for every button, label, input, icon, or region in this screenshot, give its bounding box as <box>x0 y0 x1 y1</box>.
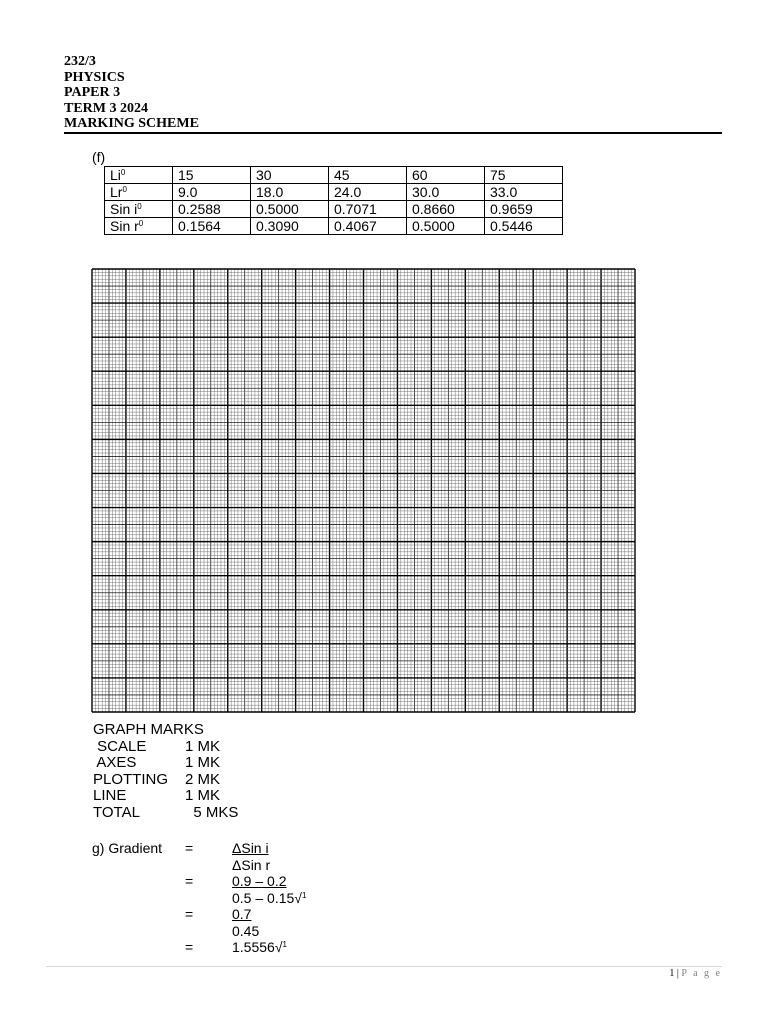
table-cell: 45 <box>329 167 407 184</box>
gradient-numerator: 0.9 – 0.2 <box>232 873 287 889</box>
marks-row <box>93 772 238 789</box>
document-header <box>64 54 199 132</box>
table-row <box>105 201 563 218</box>
gradient-calculation <box>92 840 306 956</box>
marks-row <box>93 805 238 822</box>
term-year: TERM 3 2024 <box>64 100 148 116</box>
paper-number: PAPER 3 <box>64 85 121 100</box>
marks-row <box>93 739 238 756</box>
table-cell: 0.5000 <box>407 218 485 235</box>
marks-row <box>93 788 238 805</box>
table-cell: 75 <box>485 167 563 184</box>
row-header: Sin $i^0$ <box>105 201 173 218</box>
equals-sign: = <box>185 840 194 856</box>
footer-divider <box>46 966 722 967</box>
marks-value: 2 MK <box>185 770 221 788</box>
gradient-denominator: 0.45 <box>232 922 260 939</box>
marks-criterion: SCALE <box>93 737 147 755</box>
table-cell: 0.4067 <box>329 218 407 235</box>
table-cell: 0.5000 <box>251 201 329 218</box>
gradient-numerator: 0.7 <box>232 906 252 922</box>
table-cell: 60 <box>407 167 485 184</box>
graph-paper-grid <box>91 268 636 713</box>
table-cell: 0.3090 <box>251 218 329 235</box>
table-cell: 0.9659 <box>485 201 563 218</box>
equals-sign: = <box>185 939 194 955</box>
marks-value: 1 MK <box>185 754 221 771</box>
table-cell: 18.0 <box>251 184 329 201</box>
page-word: P a g e <box>681 968 722 979</box>
gradient-numerator: ΔSin i <box>232 840 269 856</box>
table-cell: 24.0 <box>329 184 407 201</box>
gradient-label: g) Gradient <box>92 840 163 856</box>
paper-code: 232/3 <box>64 54 96 69</box>
gradient-denominator: ΔSin r <box>232 856 271 873</box>
table-row <box>105 184 563 201</box>
marks-criterion: AXES <box>93 754 137 771</box>
marks-row <box>93 755 238 772</box>
gradient-denominator: 0.5 – 0.15√$^1$ <box>232 889 307 906</box>
results-table <box>104 166 563 235</box>
table-cell: 15 <box>173 167 251 184</box>
graph-marks-title: GRAPH MARKS <box>93 721 204 738</box>
table-cell: 0.1564 <box>173 218 251 235</box>
table-row <box>105 167 563 184</box>
document-type: MARKING SCHEME <box>64 116 199 131</box>
table-cell: 30 <box>251 167 329 184</box>
page-number: 1 <box>669 968 675 979</box>
equals-sign: = <box>185 873 194 889</box>
header-divider <box>64 132 722 134</box>
section-f-label: (f) <box>92 149 106 165</box>
marks-value: 1 MK <box>185 737 221 755</box>
table-cell: 0.2588 <box>173 201 251 218</box>
row-header: Sin $r^0$ <box>105 218 173 235</box>
table-cell: 0.7071 <box>329 201 407 218</box>
subject-title: PHYSICS <box>64 69 125 85</box>
table-cell: 30.0 <box>407 184 485 201</box>
page-footer <box>669 968 722 979</box>
gradient-result: 1.5556√$^1$ <box>232 939 287 955</box>
marks-criterion: PLOTTING <box>93 770 169 788</box>
marks-value: 1 MK <box>185 787 221 804</box>
table-cell: 33.0 <box>485 184 563 201</box>
footer-separator: | <box>676 968 679 979</box>
table-cell: 9.0 <box>173 184 251 201</box>
table-cell: 0.8660 <box>407 201 485 218</box>
table-cell: 0.5446 <box>485 218 563 235</box>
row-header: Lr$^0$ <box>105 184 173 201</box>
marks-criterion: TOTAL <box>93 803 140 821</box>
marks-value: 5 MKS <box>185 803 239 821</box>
marks-criterion: LINE <box>93 787 127 804</box>
equals-sign: = <box>185 906 194 922</box>
graph-paper <box>91 268 636 718</box>
table-row <box>105 218 563 235</box>
row-header: Li$^0$ <box>105 167 173 184</box>
graph-marks-breakdown <box>93 722 238 821</box>
